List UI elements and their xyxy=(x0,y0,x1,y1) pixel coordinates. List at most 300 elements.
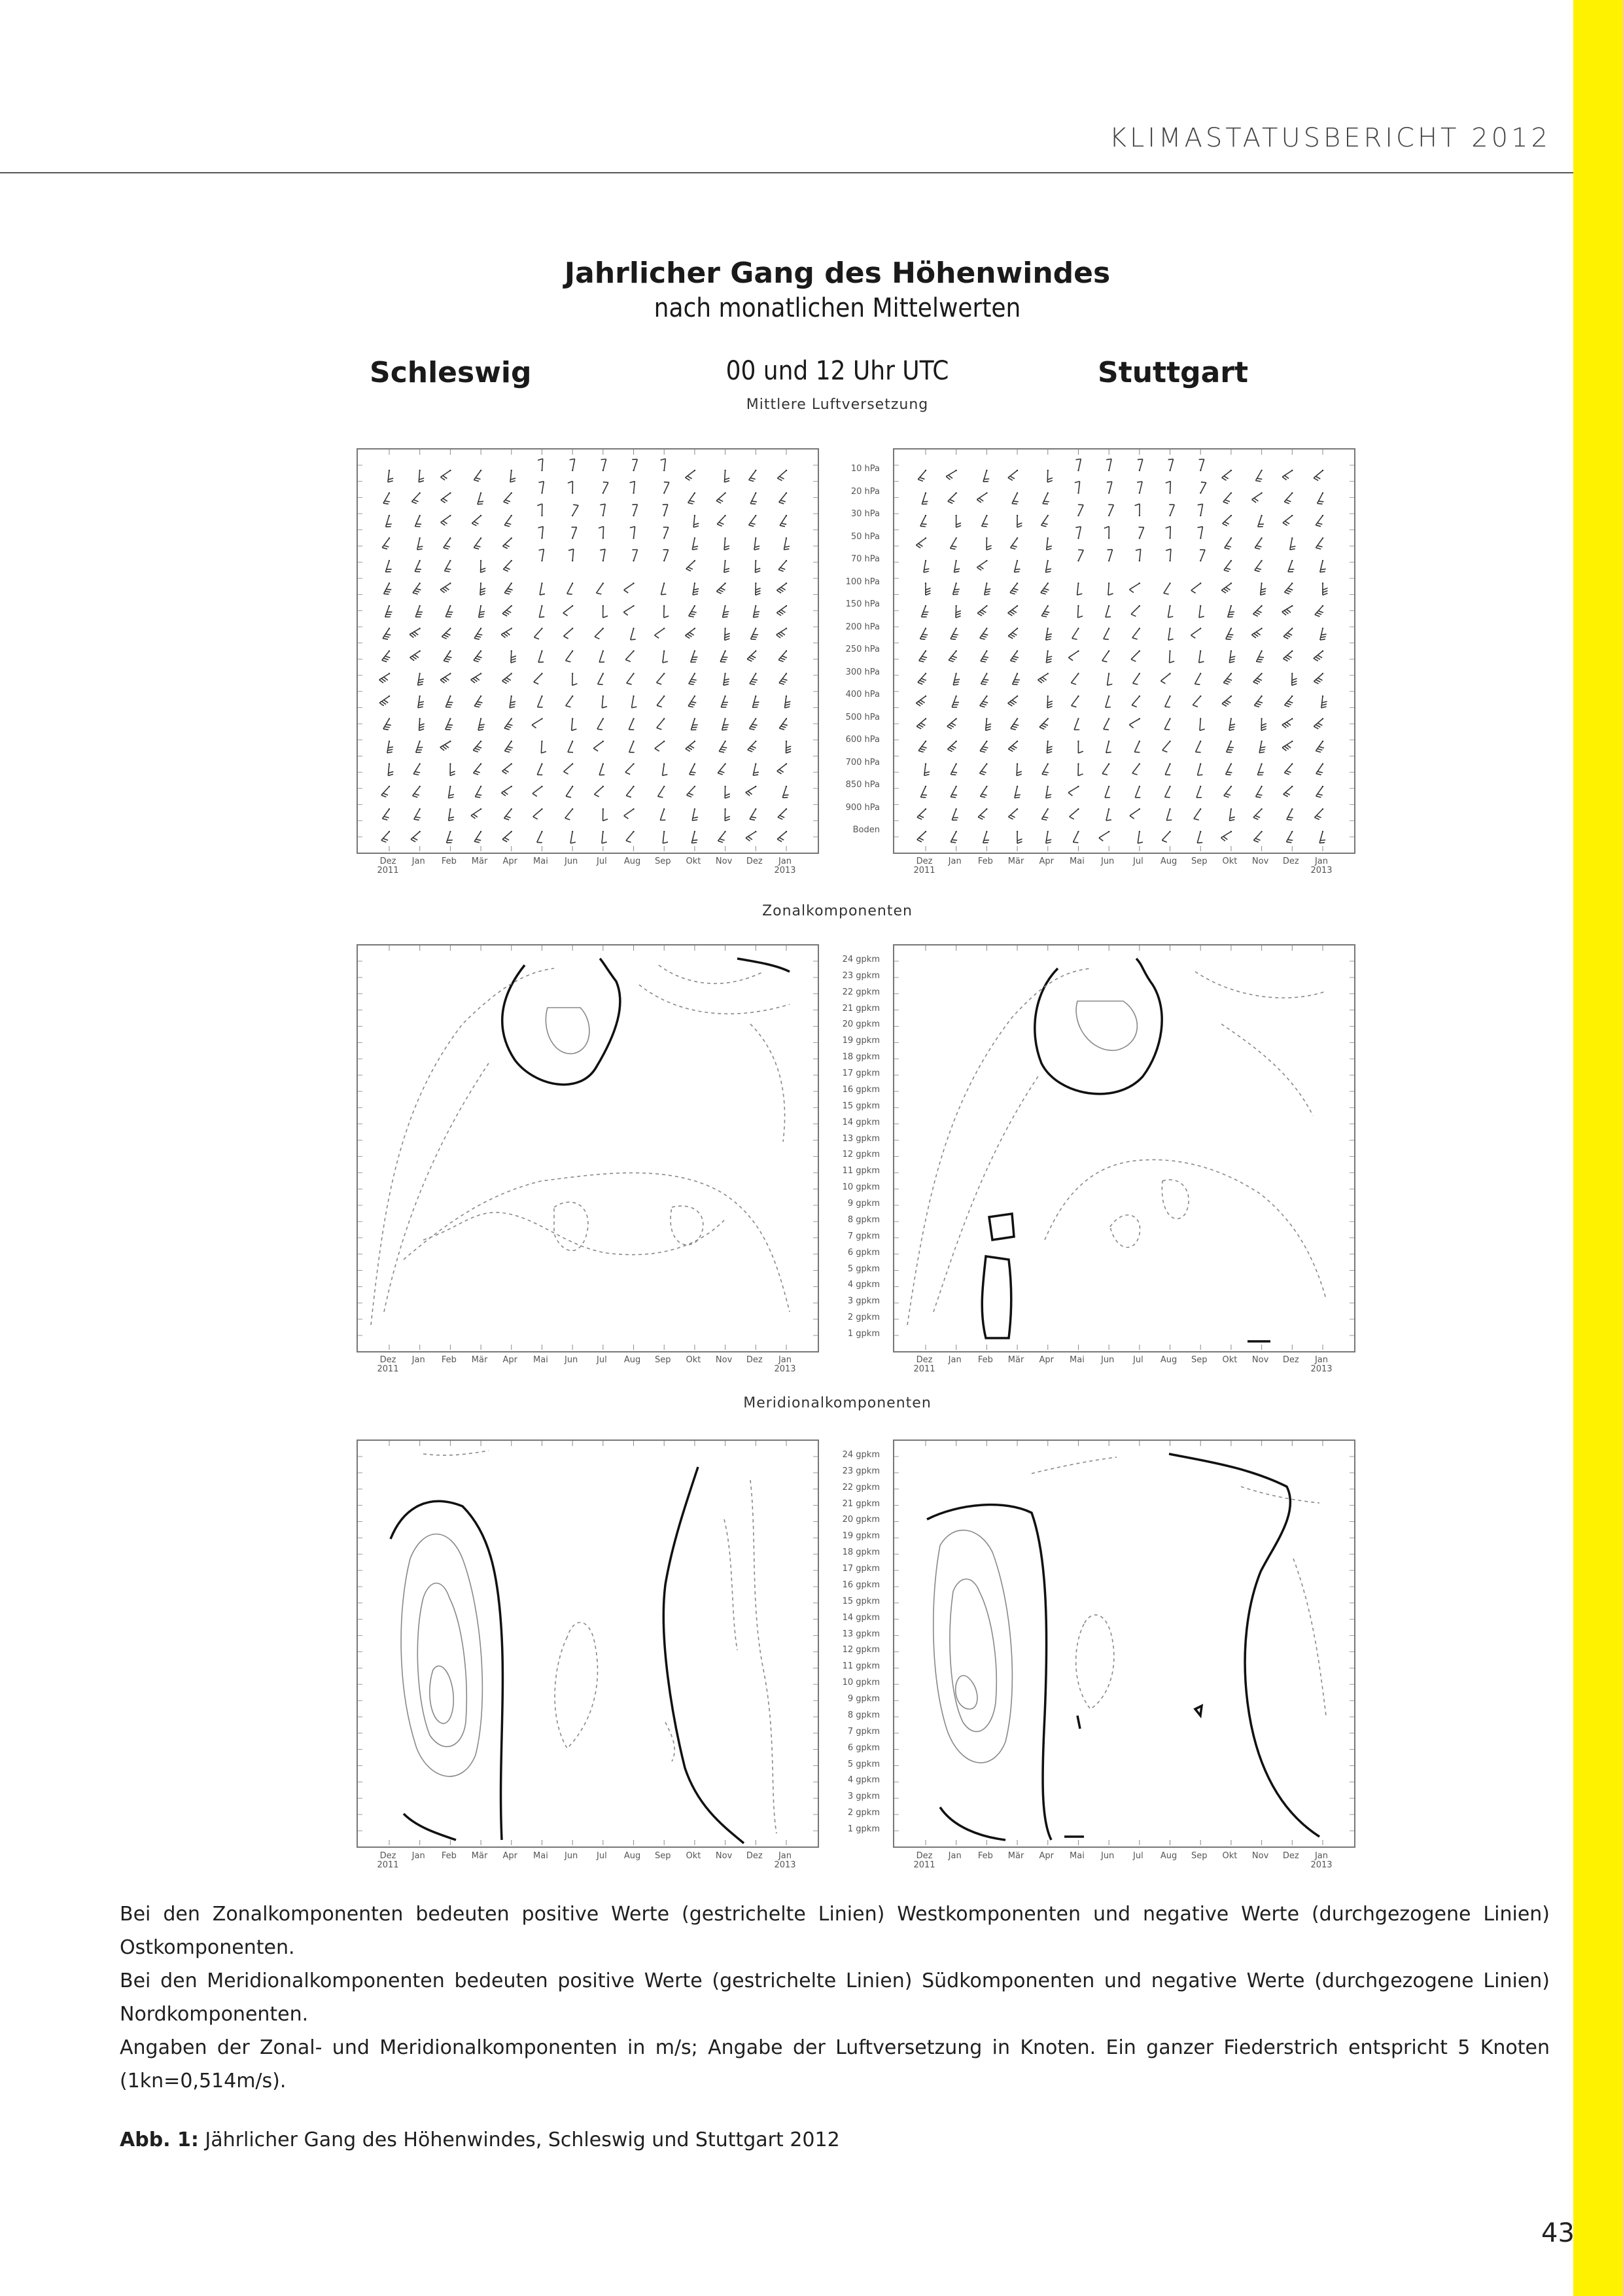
wind-barb xyxy=(1071,673,1079,684)
month-label: Feb xyxy=(977,1355,993,1365)
wind-barb xyxy=(663,650,668,663)
explanation-zonal: Bei den Zonalkomponenten bedeuten positive Werte (gestrichelte Linien) Westkomponenten und negative Werte (durchgezogene Linien) Ostkomponenten. xyxy=(120,1903,1550,1959)
wind-barb xyxy=(1168,459,1174,471)
wind-barb xyxy=(1314,470,1323,481)
wind-barb xyxy=(716,492,726,503)
wind-barb xyxy=(1106,808,1111,821)
wind-barb xyxy=(625,650,634,662)
caption-label: Abb. 1: xyxy=(120,2128,199,2151)
wind-barb xyxy=(1008,627,1018,639)
month-label: Jan xyxy=(948,1355,962,1365)
month-label: Apr xyxy=(1039,1851,1055,1861)
wind-barb xyxy=(415,605,423,617)
wind-barb xyxy=(600,504,605,516)
wind-barb xyxy=(663,504,668,516)
level-label: Boden xyxy=(852,825,880,835)
wind-barb xyxy=(1133,673,1140,684)
month-label: Nov xyxy=(1251,1355,1269,1365)
wind-barb xyxy=(1258,515,1264,527)
month-label: Sep xyxy=(654,1851,671,1861)
wind-barb xyxy=(537,831,543,843)
wind-barb xyxy=(689,673,697,684)
month-label: Jan xyxy=(948,1851,962,1861)
month-label: Jul xyxy=(1133,1851,1143,1861)
wind-barb xyxy=(1130,582,1140,592)
month-label: Apr xyxy=(1039,857,1055,866)
wind-barb xyxy=(689,605,697,617)
wind-barb xyxy=(1077,763,1083,775)
wind-barb xyxy=(1077,504,1083,516)
wind-barb xyxy=(1106,696,1111,707)
level-label: 20 hPa xyxy=(850,486,880,497)
wind-barb xyxy=(1135,504,1140,516)
contour-field xyxy=(894,945,1354,1351)
wind-barb xyxy=(947,718,957,729)
wind-barb xyxy=(777,605,787,616)
month-label: Jul xyxy=(597,1355,607,1365)
running-header: KLIMASTATUSBERICHT 2012 xyxy=(1109,123,1551,153)
section-label-zonal: Zonalkomponenten xyxy=(762,903,913,919)
wind-barb xyxy=(718,831,725,843)
wind-barb xyxy=(981,650,988,662)
wind-barb xyxy=(414,808,421,820)
wind-barb xyxy=(502,763,512,773)
month-label: Feb xyxy=(977,857,993,866)
wind-barb xyxy=(449,763,455,775)
month-label: Dez 2011 xyxy=(905,1852,944,1870)
wind-barb xyxy=(1070,808,1079,819)
wind-barb xyxy=(919,650,927,662)
wind-barb xyxy=(441,492,451,503)
level-label: 16 gpkm xyxy=(842,1580,880,1590)
wind-barb xyxy=(1320,560,1326,573)
wind-barb xyxy=(753,763,759,775)
wind-barb xyxy=(982,515,988,527)
wind-barb xyxy=(1282,741,1293,751)
wind-barb xyxy=(663,763,668,775)
wind-barb xyxy=(686,627,696,638)
year-label: 2011 xyxy=(377,1860,399,1870)
wind-barb xyxy=(1253,831,1262,842)
wind-barb xyxy=(1077,741,1083,753)
wind-barb xyxy=(953,673,960,685)
wind-barb xyxy=(1194,808,1201,820)
wind-barb xyxy=(724,537,729,550)
wind-barb xyxy=(724,560,729,573)
contour-positive xyxy=(750,1480,777,1833)
month-label: Dez xyxy=(746,857,763,866)
wind-barb xyxy=(510,470,515,482)
level-label: 24 gpkm xyxy=(842,1450,880,1460)
wind-barb xyxy=(1257,763,1263,775)
wind-barb xyxy=(925,582,931,595)
wind-barb xyxy=(686,470,696,480)
page-number: 43 xyxy=(1541,2218,1575,2248)
wind-barb xyxy=(632,550,637,561)
month-label: Mär xyxy=(471,1851,488,1861)
wind-barb xyxy=(1251,627,1262,638)
wind-barb xyxy=(1077,605,1083,618)
level-label: 23 gpkm xyxy=(842,1466,880,1476)
wind-barb xyxy=(693,515,699,527)
wind-barb xyxy=(1287,808,1293,820)
wind-barb xyxy=(954,560,960,573)
wind-barb xyxy=(572,504,578,516)
year-label: 2011 xyxy=(913,866,935,875)
month-label: Aug xyxy=(623,1355,641,1365)
wind-barb xyxy=(1285,582,1293,593)
wind-barb xyxy=(1253,605,1263,616)
wind-barb xyxy=(1068,786,1079,796)
level-label: 22 gpkm xyxy=(842,1482,880,1492)
wind-barb xyxy=(947,741,956,752)
wind-barb xyxy=(1282,718,1293,728)
wind-barb xyxy=(1011,537,1019,549)
wind-barb xyxy=(1316,515,1323,527)
wind-barb xyxy=(1164,582,1171,594)
wind-barb xyxy=(411,831,421,842)
month-label: Mär xyxy=(1007,1851,1024,1861)
wind-barb xyxy=(1099,831,1109,841)
wind-barb xyxy=(1288,560,1294,572)
wind-barb xyxy=(692,808,698,821)
wind-barb xyxy=(471,673,482,682)
month-label: Mär xyxy=(471,1355,488,1365)
wind-barb xyxy=(601,459,606,472)
wind-barb xyxy=(538,696,543,707)
wind-barb xyxy=(1047,537,1052,550)
wind-barb xyxy=(1138,831,1143,843)
wind-barb xyxy=(1283,786,1293,797)
level-label: 600 hPa xyxy=(845,735,880,745)
wind-barb xyxy=(1008,605,1019,616)
contour-positive xyxy=(371,968,554,1325)
wind-barb xyxy=(686,741,695,751)
wind-barb xyxy=(502,786,512,796)
month-label: Mär xyxy=(1007,857,1024,866)
wind-barb xyxy=(784,696,790,708)
contour-negative xyxy=(982,1256,1011,1338)
contour-negative xyxy=(737,959,790,972)
wind-barb xyxy=(595,627,604,639)
month-label: Nov xyxy=(1251,1851,1269,1861)
wind-barb xyxy=(1221,582,1232,593)
wind-barb xyxy=(779,718,787,730)
wind-barb xyxy=(1286,831,1293,843)
wind-barb xyxy=(1199,650,1204,663)
level-label: 30 hPa xyxy=(850,509,880,519)
wind-barb xyxy=(1108,504,1113,516)
wind-barb xyxy=(687,786,696,797)
wind-barb xyxy=(445,718,453,730)
wind-barb xyxy=(658,786,665,798)
wind-barb xyxy=(948,492,957,503)
wind-barb xyxy=(449,808,454,821)
wind-barb xyxy=(1200,482,1206,494)
wind-barb xyxy=(747,650,756,662)
level-label: 18 gpkm xyxy=(842,1547,880,1558)
month-label: Jun xyxy=(1100,857,1115,866)
wind-barb xyxy=(1047,696,1053,708)
wind-barb xyxy=(777,763,787,773)
wind-barb xyxy=(442,627,451,639)
month-label: Okt xyxy=(686,1851,701,1861)
wind-barb xyxy=(663,527,669,539)
wind-barb xyxy=(504,718,512,730)
caption-text: Jährlicher Gang des Höhenwindes, Schleswig und Stuttgart 2012 xyxy=(198,2128,840,2151)
month-label: Jan 2013 xyxy=(1302,857,1341,875)
wind-barb xyxy=(448,786,453,798)
contour-negative xyxy=(927,1505,1051,1840)
wind-barb xyxy=(1316,741,1323,752)
month-label: Okt xyxy=(686,1355,701,1365)
wind-barb xyxy=(383,627,391,639)
wind-barb xyxy=(629,741,635,752)
wind-barb xyxy=(602,605,608,618)
wind-barb xyxy=(1138,459,1143,471)
wind-barb xyxy=(777,582,787,593)
wind-barb xyxy=(381,786,390,797)
year-label: 2011 xyxy=(913,1860,935,1870)
wind-barb xyxy=(537,763,542,775)
month-label: Okt xyxy=(686,857,701,866)
wind-barb xyxy=(418,696,424,708)
wind-barb xyxy=(1010,582,1019,594)
wind-barb xyxy=(1314,718,1323,729)
contour-positive xyxy=(384,1063,489,1312)
wind-barb xyxy=(1193,696,1201,707)
level-label: 4 gpkm xyxy=(847,1280,880,1290)
wind-barb xyxy=(539,549,544,561)
contour-positive xyxy=(555,1623,597,1749)
wind-barb xyxy=(1073,831,1079,843)
wind-barb xyxy=(1165,786,1171,798)
contour-positive xyxy=(1293,1559,1326,1716)
wind-barb xyxy=(746,831,756,841)
wind-barb xyxy=(1314,808,1323,819)
contour-negative xyxy=(940,1807,1005,1840)
wind-barb xyxy=(749,515,757,527)
wind-barb xyxy=(540,582,545,595)
wind-barb xyxy=(1223,515,1232,526)
wind-barb xyxy=(1131,605,1140,616)
level-label: 19 gpkm xyxy=(842,1531,880,1542)
month-label: Jan xyxy=(411,1851,425,1861)
contour-positive xyxy=(1241,1487,1319,1503)
wind-barb xyxy=(445,605,453,617)
wind-barb xyxy=(478,718,485,730)
month-label: Jun xyxy=(1100,1355,1115,1365)
wind-barb xyxy=(1261,718,1266,730)
month-label: Mai xyxy=(533,1355,548,1365)
wind-barb xyxy=(447,831,453,843)
wind-barb xyxy=(1224,786,1232,798)
wind-barb xyxy=(1314,673,1323,684)
wind-barb xyxy=(1229,718,1235,730)
wind-barb xyxy=(693,582,699,595)
wind-barb xyxy=(1284,763,1293,774)
contour-positive xyxy=(404,1173,790,1313)
level-label: 12 gpkm xyxy=(842,1150,880,1160)
wind-barb xyxy=(1012,492,1019,504)
wind-barb xyxy=(534,673,543,684)
contour-positive xyxy=(750,1024,785,1142)
wind-barb xyxy=(1107,482,1112,494)
wind-barb xyxy=(663,605,669,618)
wind-barb xyxy=(1008,696,1019,706)
level-label: 3 gpkm xyxy=(847,1792,880,1802)
month-label: Feb xyxy=(441,1851,457,1861)
wind-barb xyxy=(1045,560,1051,573)
wind-barb xyxy=(630,527,635,539)
wind-barb xyxy=(1041,808,1049,820)
wind-barb xyxy=(567,582,574,594)
month-label: Nov xyxy=(715,1851,733,1861)
contour-negative xyxy=(1169,1454,1319,1837)
wind-barb xyxy=(626,786,634,798)
wind-barb xyxy=(1229,808,1234,821)
level-label: 1 gpkm xyxy=(847,1824,880,1834)
wind-barb xyxy=(1285,696,1293,707)
level-label: 17 gpkm xyxy=(842,1564,880,1574)
wind-barb xyxy=(750,492,757,504)
wind-barb xyxy=(949,650,957,662)
wind-barb xyxy=(440,582,451,593)
wind-barb xyxy=(474,763,482,775)
wind-barb xyxy=(1106,741,1111,753)
wind-barb xyxy=(440,673,451,683)
wind-panel-stuttgart xyxy=(893,448,1355,854)
wind-barb xyxy=(474,470,481,482)
level-label: 400 hPa xyxy=(845,690,880,699)
wind-barb xyxy=(951,537,957,549)
wind-barb xyxy=(750,673,758,684)
wind-barb xyxy=(415,515,421,527)
wind-barb xyxy=(1137,482,1142,494)
wind-barb xyxy=(385,605,393,617)
contour-positive xyxy=(950,1579,996,1731)
wind-barb xyxy=(632,504,637,516)
wind-barb xyxy=(533,808,543,819)
wind-barb xyxy=(568,741,573,752)
level-label: 150 hPa xyxy=(845,599,880,609)
wind-barb xyxy=(502,831,512,842)
wind-barb xyxy=(1291,673,1297,685)
wind-barb xyxy=(951,627,958,639)
wind-barb xyxy=(1130,808,1140,819)
level-label: 500 hPa xyxy=(845,712,880,722)
wind-barb xyxy=(1008,470,1018,480)
contour-positive xyxy=(417,1583,466,1747)
month-label: Dez xyxy=(1282,1851,1299,1861)
wind-barb xyxy=(754,537,759,550)
wind-barb xyxy=(983,831,989,843)
contour-positive xyxy=(934,1530,1013,1763)
wind-barb xyxy=(718,763,726,775)
wind-barb xyxy=(755,582,760,595)
wind-barb xyxy=(750,808,756,820)
wind-barb xyxy=(415,560,421,572)
wind-barb xyxy=(780,515,787,527)
pressure-level-labels xyxy=(818,448,880,851)
wind-barb xyxy=(572,527,577,539)
level-label: 7 gpkm xyxy=(847,1726,880,1737)
wind-barb xyxy=(1226,627,1234,639)
wind-barb xyxy=(1228,605,1234,617)
wind-barb xyxy=(981,673,988,684)
wind-barb xyxy=(1102,763,1109,775)
wind-barb xyxy=(1166,549,1171,561)
header-rule xyxy=(0,172,1573,173)
wind-barb xyxy=(444,650,451,662)
level-label: 15 gpkm xyxy=(842,1596,880,1606)
wind-barb xyxy=(1104,718,1109,730)
zonal-panel-schleswig xyxy=(357,944,819,1352)
wind-barb xyxy=(503,537,512,548)
level-label: 300 hPa xyxy=(845,667,880,677)
wind-barb xyxy=(624,582,635,593)
wind-barb xyxy=(746,786,757,796)
contour-negative xyxy=(502,959,620,1085)
month-label: Dez 2011 xyxy=(368,1356,408,1374)
wind-barb xyxy=(1253,808,1263,819)
wind-barb xyxy=(568,482,573,494)
wind-barb xyxy=(501,627,512,637)
wind-barb xyxy=(1196,786,1202,798)
wind-barb xyxy=(440,741,451,751)
wind-barb xyxy=(411,492,421,503)
level-label: 2 gpkm xyxy=(847,1808,880,1818)
observation-time: 00 und 12 Uhr UTC xyxy=(725,356,949,386)
wind-barb xyxy=(1164,718,1171,730)
wind-barb xyxy=(1041,582,1049,594)
wind-barb xyxy=(1229,650,1235,663)
wind-barb xyxy=(534,627,542,639)
wind-barb xyxy=(1075,459,1081,471)
month-label: Mai xyxy=(1070,1851,1085,1861)
wind-barb xyxy=(1042,763,1049,775)
wind-barb xyxy=(602,696,607,708)
wind-barb xyxy=(1129,718,1140,728)
wind-barb xyxy=(593,741,604,751)
zonal-panel-stuttgart xyxy=(893,944,1355,1352)
wind-barb xyxy=(660,808,665,820)
wind-barb xyxy=(977,560,987,571)
wind-barb xyxy=(1046,627,1052,640)
wind-barb xyxy=(502,673,512,683)
wind-barb xyxy=(1255,537,1262,549)
wind-barb xyxy=(504,515,512,527)
meridional-panel-stuttgart xyxy=(893,1439,1355,1848)
wind-barb xyxy=(657,696,665,707)
wind-barb xyxy=(1077,550,1083,561)
wind-barb xyxy=(1282,470,1293,480)
wind-barb xyxy=(570,459,575,471)
wind-barb xyxy=(924,763,930,775)
wind-barb xyxy=(1255,470,1262,482)
year-label: 2013 xyxy=(774,1364,796,1374)
wind-barb xyxy=(1319,831,1325,843)
wind-barb xyxy=(511,650,516,663)
wind-barb xyxy=(510,696,515,708)
wind-barb xyxy=(750,718,758,730)
wind-barb xyxy=(1252,492,1263,503)
wind-barb xyxy=(479,605,485,618)
wind-barb xyxy=(1166,808,1172,820)
wind-barb xyxy=(532,786,543,796)
level-label: 13 gpkm xyxy=(842,1629,880,1639)
wind-barb xyxy=(980,763,988,775)
